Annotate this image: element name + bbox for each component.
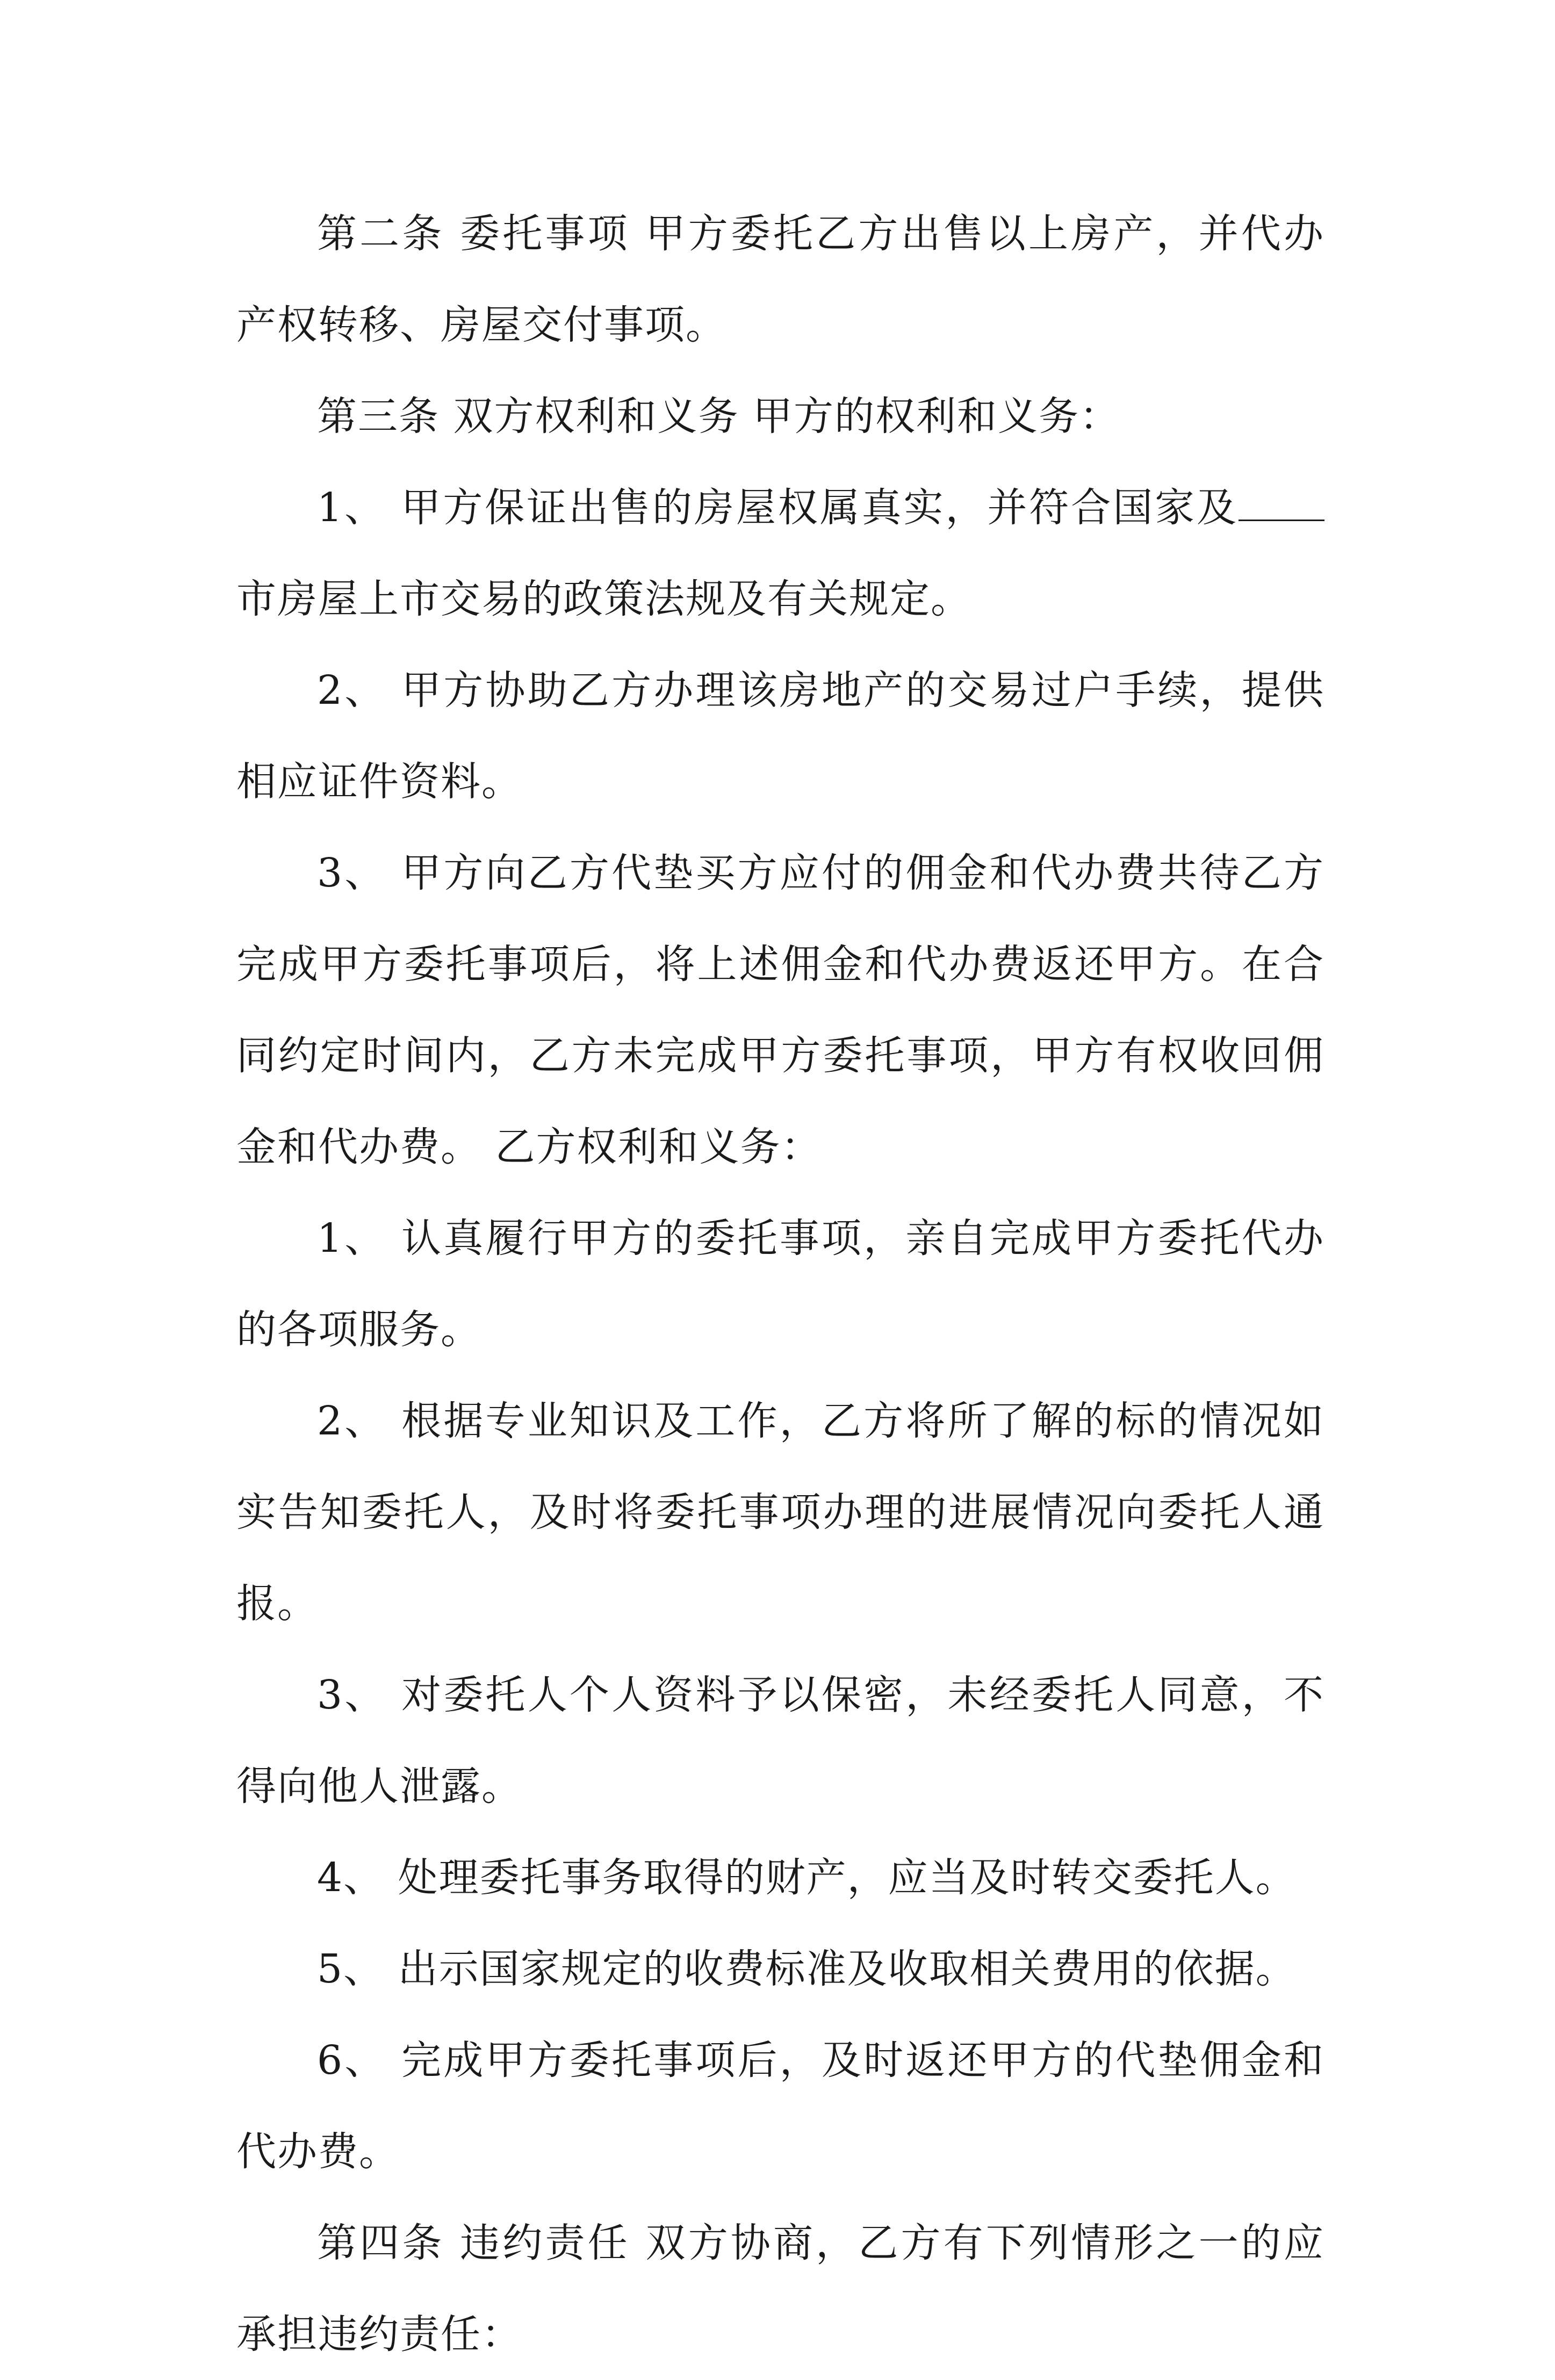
party-b-item-2: 2、 根据专业知识及工作，乙方将所了解的标的情况如实告知委托人，及时将委托事项办理的进展情况向委托人通报。 — [236, 1398, 1324, 1627]
party-a-item-1-text: 1、 甲方保证出售的房屋权属真实，并符合国家及 — [317, 485, 1239, 531]
contract-body — [236, 188, 1324, 2380]
article-4-liability: 第四条 违约责任 双方协商，乙方有下列情形之一的应承担违约责任： — [236, 2220, 1324, 2357]
party-a-item-1-tail: 市房屋上市交易的政策法规及有关规定。 — [236, 576, 971, 622]
party-b-item-3: 3、 对委托人个人资料予以保密，未经委托人同意，不得向他人泄露。 — [236, 1672, 1324, 1809]
party-a-item-2: 2、 甲方协助乙方办理该房地产的交易过户手续，提供相应证件资料。 — [236, 667, 1324, 805]
party-b-item-1: 1、 认真履行甲方的委托事项，亲自完成甲方委托代办的各项服务。 — [236, 1215, 1324, 1353]
article-3-heading: 第三条 双方权利和义务 甲方的权利和义务： — [317, 393, 1121, 439]
city-blank-field — [1239, 487, 1324, 521]
article-2-entrustment: 第二条 委托事项 甲方委托乙方出售以上房产，并代办产权转移、房屋交付事项。 — [236, 211, 1324, 348]
party-b-item-5: 5、 出示国家规定的收费标准及收取相关费用的依据。 — [317, 1946, 1297, 1992]
party-b-item-4: 4、 处理委托事务取得的财产，应当及时转交委托人。 — [317, 1855, 1297, 1901]
party-b-item-6: 6、 完成甲方委托事项后，及时返还甲方的代垫佣金和代办费。 — [236, 2037, 1324, 2175]
party-a-item-1 — [236, 462, 1324, 645]
party-a-item-3: 3、 甲方向乙方代垫买方应付的佣金和代办费共待乙方完成甲方委托事项后，将上述佣金和代办费返还甲方。在合同约定时间内，乙方未完成甲方委托事项，甲方有权收回佣金和代办费。 乙方权利和义务： — [236, 850, 1324, 1170]
